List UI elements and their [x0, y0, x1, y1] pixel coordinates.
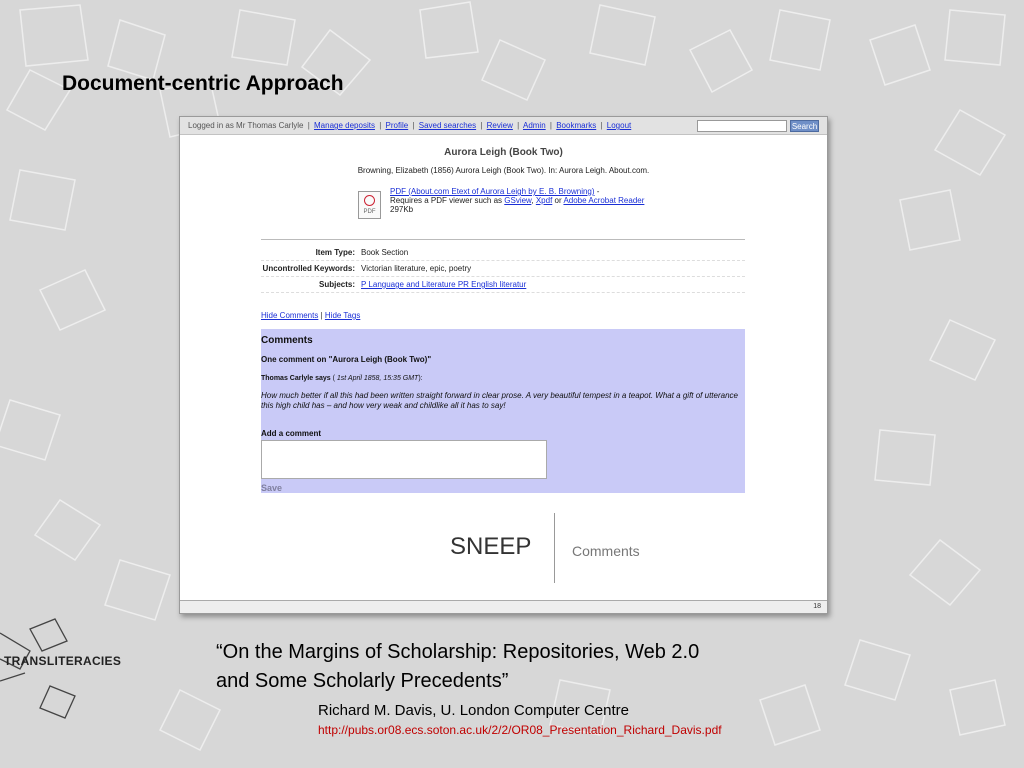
nav-link-manage-deposits[interactable]: Manage deposits [314, 121, 375, 130]
metadata-value: Victorian literature, epic, poetry [361, 264, 472, 273]
comments-heading: Comments [261, 335, 313, 346]
comment-toggles [261, 311, 360, 320]
metadata-key: Uncontrolled Keywords: [262, 264, 355, 273]
pdf-requires-text: Requires a PDF viewer such as [390, 196, 505, 205]
metadata-value: Book Section [361, 248, 409, 257]
comment-author-name: Thomas Carlyle says [261, 375, 331, 382]
nav-link-logout[interactable]: Logout [606, 121, 632, 130]
search-button[interactable]: Search [791, 122, 818, 131]
metadata-key: Subjects: [318, 280, 355, 289]
metadata-value [361, 280, 526, 289]
quote-line-2: and Some Scholarly Precedents” [216, 670, 509, 692]
repository-screenshot [179, 116, 828, 614]
comma-text: , [531, 196, 536, 205]
presentation-quote [216, 638, 699, 696]
gsview-link[interactable]: GSview [504, 196, 532, 205]
acrobat-link[interactable]: Adobe Acrobat Reader [563, 196, 645, 205]
transliteracies-logo: TRANSLITERACIES [4, 654, 122, 668]
toggle-separator: | [318, 311, 325, 320]
pdf-download-link[interactable]: PDF (About.com Etext of Aurora Leigh by E. B. Browning) [390, 187, 595, 196]
nav-link-bookmarks[interactable]: Bookmarks [556, 121, 597, 130]
pdf-dash: - [594, 187, 600, 196]
save-button[interactable]: Save [261, 483, 283, 493]
search-input[interactable] [697, 120, 787, 132]
comment-textarea[interactable] [261, 440, 547, 479]
sneep-logo-text: SNEEP [450, 533, 532, 560]
record-title: Aurora Leigh (Book Two) [444, 147, 563, 158]
xpdf-link[interactable]: Xpdf [535, 196, 553, 205]
pdf-size: 297Kb [390, 205, 414, 214]
quote-line-1: “On the Margins of Scholarship: Repositories, Web 2.0 [216, 641, 700, 663]
brand-subtitle: Comments [572, 543, 640, 559]
nav-separator: | [600, 121, 603, 130]
comment-date-close: ): [418, 375, 423, 382]
nav-separator: | [480, 121, 483, 130]
nav-link-saved-searches[interactable]: Saved searches [418, 121, 477, 130]
or-text: or [552, 196, 564, 205]
comment-date-open: ( [330, 375, 337, 382]
record-citation: Browning, Elizabeth (1856) Aurora Leigh (Book Two). In: Aurora Leigh. About.com. [357, 166, 650, 175]
nav-separator: | [549, 121, 552, 130]
author-credit: Richard M. Davis, U. London Computer Centre [318, 702, 629, 719]
nav-separator: | [379, 121, 382, 130]
metadata-row [261, 261, 745, 277]
pdf-download-block [390, 187, 644, 214]
comments-panel [261, 329, 745, 493]
nav-link-admin[interactable]: Admin [522, 121, 546, 130]
divider [261, 239, 745, 240]
brand-divider [554, 513, 555, 583]
hide-tags-link[interactable]: Hide Tags [324, 311, 361, 320]
nav-link-review[interactable]: Review [486, 121, 513, 130]
page-number: 18 [180, 600, 827, 613]
nav-link-profile[interactable]: Profile [385, 121, 409, 130]
pdf-icon[interactable] [358, 191, 381, 219]
add-comment-label: Add a comment [261, 429, 322, 438]
metadata-key: Item Type: [315, 248, 355, 257]
metadata-row [261, 277, 745, 293]
comments-count: One comment on "Aurora Leigh (Book Two)" [261, 355, 432, 364]
metadata-row [261, 245, 745, 261]
nav-separator: | [412, 121, 415, 130]
metadata-table [261, 245, 745, 293]
comment-author [261, 375, 423, 382]
nav-separator: | [307, 121, 310, 130]
slide-title: Document-centric Approach [62, 72, 344, 95]
pdf-ring-graphic [364, 195, 375, 206]
hide-comments-link[interactable]: Hide Comments [261, 311, 319, 320]
comment-date: 1st April 1858, 15:35 GMT [336, 375, 419, 382]
pdf-icon-label: PDF [363, 209, 376, 215]
logged-in-text: Logged in as Mr Thomas Carlyle [188, 121, 304, 130]
subject-link[interactable]: P Language and Literature PR English literatur [361, 280, 527, 289]
source-url[interactable]: http://pubs.or08.ecs.soton.ac.uk/2/2/OR08_Presentation_Richard_Davis.pdf [318, 723, 722, 737]
nav-separator: | [517, 121, 520, 130]
comment-text: How much better if all this had been written straight forward in clear prose. A very beautiful tempest in a teapot. What a gift of utterance this high child has – and how very weak and childlike all it has to say! [261, 391, 738, 410]
